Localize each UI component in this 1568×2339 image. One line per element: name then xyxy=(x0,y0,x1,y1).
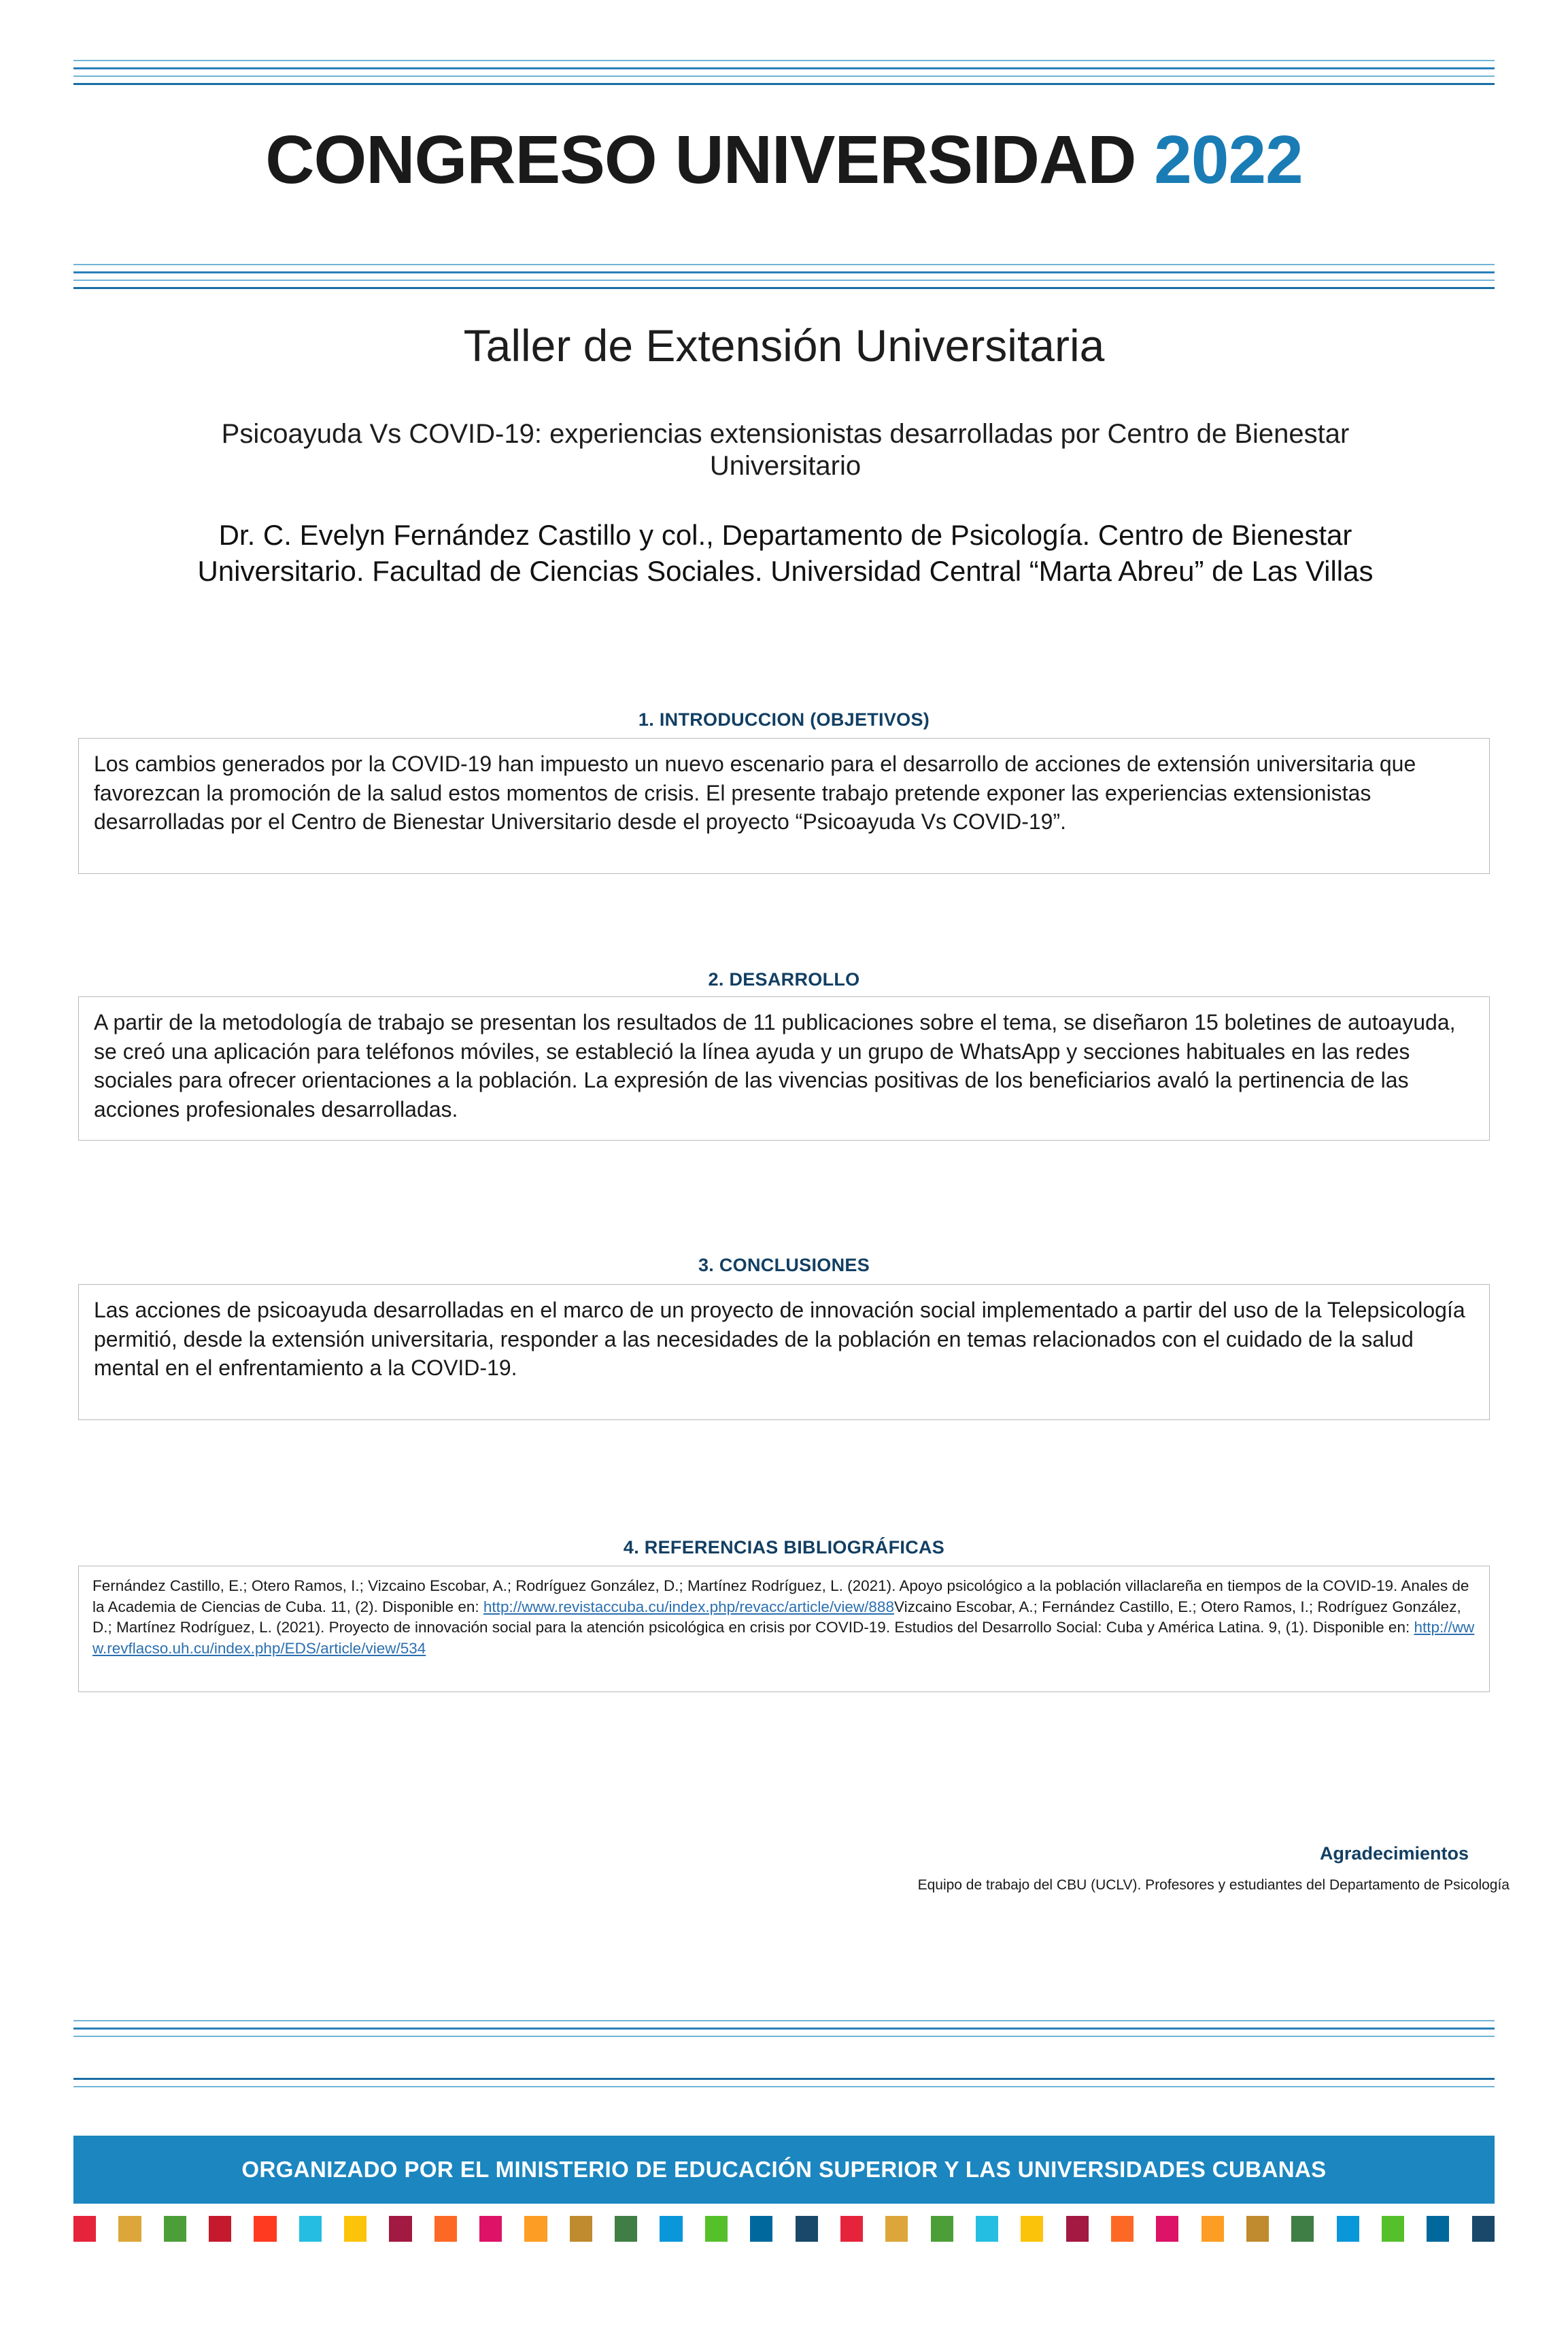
sdg-color-gap xyxy=(367,2216,389,2242)
sdg-color-block xyxy=(1021,2216,1043,2242)
sdg-color-gap xyxy=(277,2216,299,2242)
sdg-color-block xyxy=(389,2216,411,2242)
reference-2-link[interactable]: http://www.revflacso.uh.cu/index.php/EDS/article/view/534 xyxy=(92,1619,1475,1657)
sdg-color-block xyxy=(885,2216,908,2242)
sdg-color-block xyxy=(344,2216,367,2242)
sdg-color-block xyxy=(479,2216,502,2242)
reference-1-text: Fernández Castillo, E.; Otero Ramos, I.; Vizcaino Escobar, A.; Rodríguez González, D.; Martínez Rodríguez, L. (2021). Apoyo psicológico a la población villaclareña en tiempos de la COVID-19. Anales de la Academia de Ciencias de Cuba. 11, (2). Disponible en: xyxy=(92,1577,1469,1615)
sdg-color-gap xyxy=(412,2216,434,2242)
sdg-color-gap xyxy=(728,2216,750,2242)
sdg-color-gap xyxy=(1449,2216,1471,2242)
top-rule-decoration xyxy=(73,60,1495,91)
sdg-color-block xyxy=(434,2216,457,2242)
bottom-rule-decoration-upper xyxy=(73,2020,1495,2043)
sdg-color-strip xyxy=(73,2216,1495,2242)
sdg-color-gap xyxy=(141,2216,164,2242)
sdg-color-block xyxy=(1291,2216,1314,2242)
congress-name: CONGRESO UNIVERSIDAD xyxy=(265,122,1155,198)
acknowledgements-text: Equipo de trabajo del CBU (UCLV). Profesores y estudiantes del Departamento de Psicología xyxy=(917,1877,1510,1893)
sdg-color-block xyxy=(976,2216,998,2242)
sdg-color-gap xyxy=(683,2216,705,2242)
sdg-color-gap xyxy=(502,2216,524,2242)
sdg-color-gap xyxy=(818,2216,840,2242)
reference-2-text: Vizcaino Escobar, A.; Fernández Castillo, E.; Otero Ramos, I.; Rodríguez González, D.; Martínez Rodríguez, L. (2021). Proyecto de innovación social para la atención psicológica en crisis por COVID-19. Estudios del Desarrollo Social: Cuba y América Latina. 9, (1). Disponible en: xyxy=(92,1598,1461,1636)
sdg-color-block xyxy=(615,2216,637,2242)
sdg-color-gap xyxy=(953,2216,976,2242)
section-heading-introduction: 1. INTRODUCCION (OBJETIVOS) xyxy=(638,709,930,730)
section-body-development: A partir de la metodología de trabajo se presentan los resultados de 11 publicaciones sobre el tema, se diseñaron 15 boletines de autoayuda, se creó una aplicación para teléfonos móviles, se estableció la línea ayuda y un grupo de WhatsApp y secciones habituales en las redes sociales para ofrecer orientaciones a la población. La expresión de las vivencias positivas de los beneficiarios avaló la pertinencia de las acciones profesionales desarrolladas. xyxy=(78,996,1490,1141)
paper-title: Psicoayuda Vs COVID-19: experiencias extensionistas desarrolladas por Centro de Bienestar Universitario xyxy=(221,419,1350,482)
sdg-color-block xyxy=(524,2216,547,2242)
sdg-color-block xyxy=(1156,2216,1178,2242)
sdg-color-block xyxy=(660,2216,682,2242)
sdg-color-block xyxy=(118,2216,141,2242)
sdg-color-gap xyxy=(772,2216,795,2242)
sdg-color-gap xyxy=(96,2216,118,2242)
sdg-color-block xyxy=(1246,2216,1269,2242)
section-heading-conclusions: 3. CONCLUSIONES xyxy=(698,1255,870,1275)
sdg-color-gap xyxy=(863,2216,885,2242)
congress-year: 2022 xyxy=(1154,122,1303,198)
sdg-color-gap xyxy=(998,2216,1021,2242)
workshop-title: Taller de Extensión Universitaria xyxy=(463,320,1105,371)
section-body-conclusions: Las acciones de psicoayuda desarrolladas en el marco de un proyecto de innovación social implementado a partir del uso de la Telepsicología permitió, desde la extensión universitaria, responder a las necesidades de la población en temas relacionados con el cuidado de la salud mental en el enfrentamiento a la COVID-19. xyxy=(78,1284,1490,1420)
sdg-color-block xyxy=(1111,2216,1134,2242)
section-body-introduction: Los cambios generados por la COVID-19 han impuesto un nuevo escenario para el desarrollo de acciones de extensión universitaria que favorezcan la promoción de la salud estos momentos de crisis. El presente trabajo pretende exponer las experiencias extensionistas desarrolladas por el Centro de Bienestar Universitario desde el proyecto “Psicoayuda Vs COVID-19”. xyxy=(78,738,1490,874)
section-body-references xyxy=(78,1566,1490,1692)
sdg-color-block xyxy=(1201,2216,1224,2242)
authors-affiliation: Dr. C. Evelyn Fernández Castillo y col., Departamento de Psicología. Centro de Bienestar Universitario. Facultad de Ciencias Sociales. Universidad Central “Marta Abreu” de Las Villas xyxy=(197,519,1374,588)
sdg-color-gap xyxy=(1224,2216,1246,2242)
sdg-color-gap xyxy=(1404,2216,1427,2242)
sdg-color-block xyxy=(209,2216,231,2242)
acknowledgements-title: Agradecimientos xyxy=(1319,1843,1469,1864)
sdg-color-gap xyxy=(1314,2216,1336,2242)
sdg-color-gap xyxy=(547,2216,570,2242)
sdg-color-block xyxy=(570,2216,592,2242)
sdg-color-block xyxy=(796,2216,818,2242)
congress-title xyxy=(0,122,1568,198)
mid-rule-decoration xyxy=(73,264,1495,295)
sdg-color-block xyxy=(164,2216,186,2242)
bottom-rule-decoration-lower xyxy=(73,2078,1495,2093)
sdg-color-gap xyxy=(1178,2216,1201,2242)
sdg-color-gap xyxy=(1359,2216,1382,2242)
sdg-color-gap xyxy=(592,2216,615,2242)
sdg-color-gap xyxy=(1043,2216,1066,2242)
sdg-color-block xyxy=(299,2216,322,2242)
sdg-color-block xyxy=(73,2216,96,2242)
reference-1-link[interactable]: http://www.revistaccuba.cu/index.php/revacc/article/view/888 xyxy=(483,1598,894,1615)
sdg-color-gap xyxy=(908,2216,930,2242)
sdg-color-block xyxy=(1066,2216,1089,2242)
section-heading-references: 4. REFERENCIAS BIBLIOGRÁFICAS xyxy=(623,1537,945,1558)
sdg-color-gap xyxy=(231,2216,254,2242)
sdg-color-block xyxy=(1382,2216,1404,2242)
sdg-color-block xyxy=(931,2216,953,2242)
sdg-color-gap xyxy=(322,2216,344,2242)
sdg-color-block xyxy=(705,2216,728,2242)
sdg-color-gap xyxy=(1089,2216,1111,2242)
footer-banner: ORGANIZADO POR EL MINISTERIO DE EDUCACIÓN SUPERIOR Y LAS UNIVERSIDADES CUBANAS xyxy=(73,2136,1495,2204)
sdg-color-gap xyxy=(637,2216,660,2242)
sdg-color-block xyxy=(1472,2216,1495,2242)
sdg-color-block xyxy=(1337,2216,1359,2242)
sdg-color-gap xyxy=(186,2216,209,2242)
sdg-color-block xyxy=(254,2216,276,2242)
sdg-color-block xyxy=(750,2216,772,2242)
sdg-color-block xyxy=(1427,2216,1449,2242)
sdg-color-gap xyxy=(1269,2216,1291,2242)
sdg-color-block xyxy=(840,2216,863,2242)
section-heading-development: 2. DESARROLLO xyxy=(708,969,860,990)
sdg-color-gap xyxy=(1134,2216,1156,2242)
sdg-color-gap xyxy=(457,2216,479,2242)
